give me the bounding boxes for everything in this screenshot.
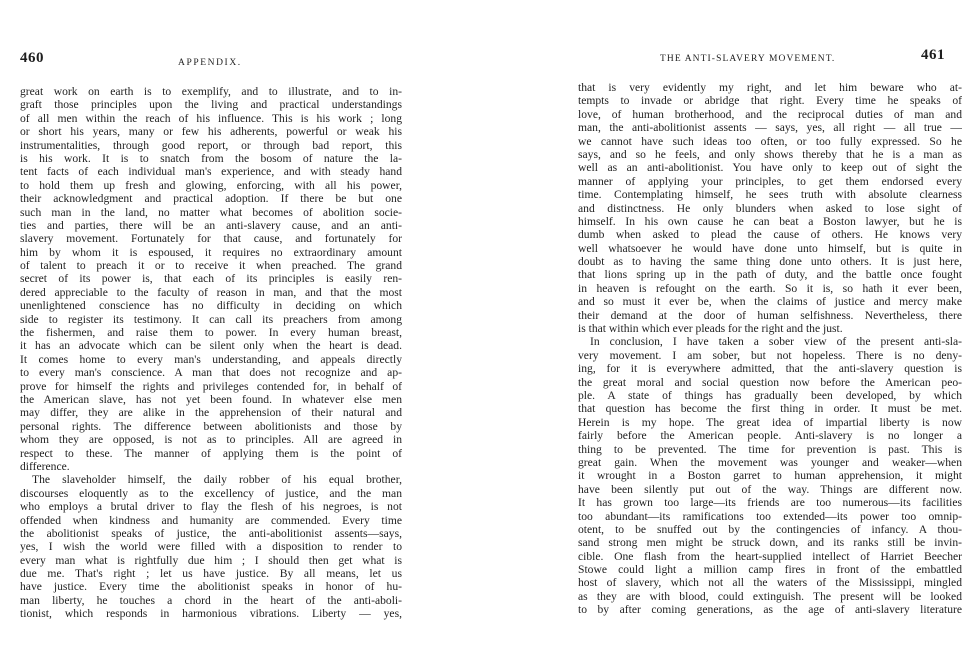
text-line: man liberty, he touches a chord in the heart of the anti-aboli- xyxy=(20,593,402,607)
text-line: Stowe could light a million camp fires in front of the embattled xyxy=(578,563,962,577)
text-line: difference. xyxy=(20,459,70,473)
text-line: it wrought in a Boston garret to human apprehension, it might xyxy=(578,469,962,483)
text-line: tent facts of each individual man's experience, and with steady hand xyxy=(20,165,402,179)
text-line: manner of applying your principles, to get them endorsed every xyxy=(578,174,962,188)
text-line: that question has become the first thing in order. It must be met. xyxy=(578,402,962,416)
text-line: their acknowledgment and practical adoption. If there be but one xyxy=(20,192,402,206)
text-line: yes, I wish the world were filled with a disposition to render to xyxy=(20,540,402,554)
text-line: slavery movement. Fortunately for that cause, and fortunately for xyxy=(20,232,402,246)
text-line: their demand at the door of human selfishness. Nevertheless, there xyxy=(578,308,962,322)
text-line: and so must it ever be, when the claims of justice and mercy make xyxy=(578,295,962,309)
text-line: to hold them up fresh and glowing, enforcing, with all his power, xyxy=(20,178,402,192)
paragraph xyxy=(578,81,962,335)
text-line: Herein is my hope. The great idea of impartial liberty is now xyxy=(578,415,962,429)
text-line: the great moral and social question now before the American peo- xyxy=(578,375,962,389)
text-line: him by whom it is espoused, it requires no extraordinary amount xyxy=(20,245,402,259)
text-line: offended when kindness and humanity are commended. Every time xyxy=(20,513,402,527)
text-line: unenlightened conscience has no difficulty in deciding on which xyxy=(20,299,402,313)
text-line: time. Contemplating himself, he sees truth with absolute clearness xyxy=(578,188,962,202)
paragraph xyxy=(20,473,402,620)
text-line: thing to be prevented. The time for prevention is past. This is xyxy=(578,442,962,456)
text-line: instrumentalities, through good report, or through bad report, this xyxy=(20,138,402,152)
text-line: secret of its power is, that each of its principles is easily ren- xyxy=(20,272,402,286)
text-line: personal rights. The difference between abolitionists and those by xyxy=(20,419,402,433)
text-line: otent, to be snuffed out by the contingencies of infancy. A thou- xyxy=(578,522,962,536)
text-line: well as an anti-abolitionist. You have only to keep out of sight the xyxy=(578,161,962,175)
text-line: host of slavery, which not all the waters of the Mississippi, mingled xyxy=(578,576,962,590)
text-line: It has grown too large—its friends are too numerous—its facilities xyxy=(578,496,962,510)
text-line: every man what is rightfully due him ; I should then get what is xyxy=(20,553,402,567)
text-line: love, of human brotherhood, and the reciprocal duties of man and xyxy=(578,107,962,121)
running-head: APPENDIX. xyxy=(178,58,242,68)
text-line: cible. One flash from the heart-supplied intellect of Harriet Beecher xyxy=(578,549,962,563)
text-line: ing, for it is everywhere admitted, that the anti-slavery question is xyxy=(578,362,962,376)
text-line: doubt as to having the same thing done unto others. It is just here, xyxy=(578,255,962,269)
right-page xyxy=(490,0,980,668)
text-line: well whatsoever he would have done unto himself, but is quite in xyxy=(578,241,962,255)
text-line: dered appreciable to the faculty of reason in man, and that the most xyxy=(20,285,402,299)
text-line: is that within which ever pleads for the right and the just. xyxy=(578,322,843,336)
text-column xyxy=(20,85,402,621)
text-line: the abolitionist speaks of justice, the anti-abolitionist assents—says, xyxy=(20,526,402,540)
text-line: dumb when asked to plead the cause of others. He knows very xyxy=(578,228,962,242)
text-line: tionist, which responds in harmonious vibrations. Liberty — yes, xyxy=(20,607,402,621)
text-line: ple. A state of things has gradually been developed, by which xyxy=(578,388,962,402)
text-line: the fishermen, and raise them to power. In every human breast, xyxy=(20,326,402,340)
text-line: who employs a brutal driver to flay the flesh of his negroes, is not xyxy=(20,500,402,514)
text-line: we cannot have such ideas too often, or too fully expressed. So he xyxy=(578,134,962,148)
text-line: The slaveholder himself, the daily robber of his equal brother, xyxy=(32,473,402,487)
text-line: have been silently put out of the way. Things are different now. xyxy=(578,482,962,496)
text-line: sand strong men might be struck down, and its ranks still be invin- xyxy=(578,536,962,550)
text-line: to every man's conscience. A man that does not recognize and ap- xyxy=(20,366,402,380)
text-line: too abundant—its ramifications too extended—its power too omnip- xyxy=(578,509,962,523)
paragraph xyxy=(20,85,402,473)
text-line: to by after coming generations, as the age of anti-slavery literature xyxy=(578,603,962,617)
text-line: prove for himself the rights and privileges contended for, in behalf of xyxy=(20,379,402,393)
text-line: of talent to preach it or to receive it when preached. The grand xyxy=(20,259,402,273)
text-line: says, and so he feels, and only shows thereby that he is a man as xyxy=(578,147,962,161)
text-line: great gain. When the movement was younger and weaker—when xyxy=(578,455,962,469)
text-line: man, the anti-abolitionist assents — says, yes, all right — all true — xyxy=(578,121,962,135)
text-line: and distinctness. He only blunders when asked to lose sight of xyxy=(578,201,962,215)
text-column xyxy=(578,81,962,617)
text-line: very movement. I am sober, but not hopeless. There is no deny- xyxy=(578,348,962,362)
text-line: due me. That's right ; let us have justice. By all means, let us xyxy=(20,567,402,581)
page-number: 460 xyxy=(20,50,44,66)
text-line: may differ, they are alike in the apprehension of their natural and xyxy=(20,406,402,420)
text-line: himself. In his own cause he can beat a Boston lawyer, but he is xyxy=(578,214,962,228)
text-line: that lions spring up in the path of duty, and the battle once fought xyxy=(578,268,962,282)
text-line: fairly before the American people. Anti-slavery is no longer a xyxy=(578,429,962,443)
text-line: graft those principles upon the living and practical understandings xyxy=(20,98,402,112)
text-line: discourses eloquently as to the excellency of justice, and the man xyxy=(20,486,402,500)
text-line: tempts to invade or abridge that right. Every time he speaks of xyxy=(578,94,962,108)
paragraph xyxy=(578,335,962,616)
text-line: great work on earth is to exemplify, and to illustrate, and to in- xyxy=(20,85,402,98)
text-line: as they are with blood, could extinguish. The present will be looked xyxy=(578,589,962,603)
text-line: it has an advocate which can be silent only when the heart is dead. xyxy=(20,339,402,353)
text-line: is his work. It is to snatch from the bosom of nature the la- xyxy=(20,151,402,165)
text-line: respect to these. The manner of applying them is the point of xyxy=(20,446,402,460)
text-line: whom they are opposed, is not as to principles. All are agreed in xyxy=(20,433,402,447)
running-head: THE ANTI-SLAVERY MOVEMENT. xyxy=(660,54,836,64)
text-line: have justice. Every time the abolitionist speaks in honor of hu- xyxy=(20,580,402,594)
text-line: that is very evidently my right, and let him beware who at- xyxy=(578,81,962,94)
text-line: side to register its testimony. It can call its preachers from among xyxy=(20,312,402,326)
text-line: of all men within the reach of his influence. This is his work ; long xyxy=(20,111,402,125)
text-line: in heaven is refought on the earth. So it is, so hath it ever been, xyxy=(578,281,962,295)
text-line: In conclusion, I have taken a sober view of the present anti-sla- xyxy=(590,335,962,349)
text-line: It comes home to every man's understanding, and appeals directly xyxy=(20,352,402,366)
text-line: the American slave, has not yet been found. In whatever else men xyxy=(20,392,402,406)
page-number: 461 xyxy=(921,47,945,63)
text-line: or short his years, many or few his adherents, powerful or weak his xyxy=(20,125,402,139)
text-line: ties and parties, there will be an anti-slavery cause, and an anti- xyxy=(20,218,402,232)
text-line: such man in the land, no matter what becomes of abolition socie- xyxy=(20,205,402,219)
